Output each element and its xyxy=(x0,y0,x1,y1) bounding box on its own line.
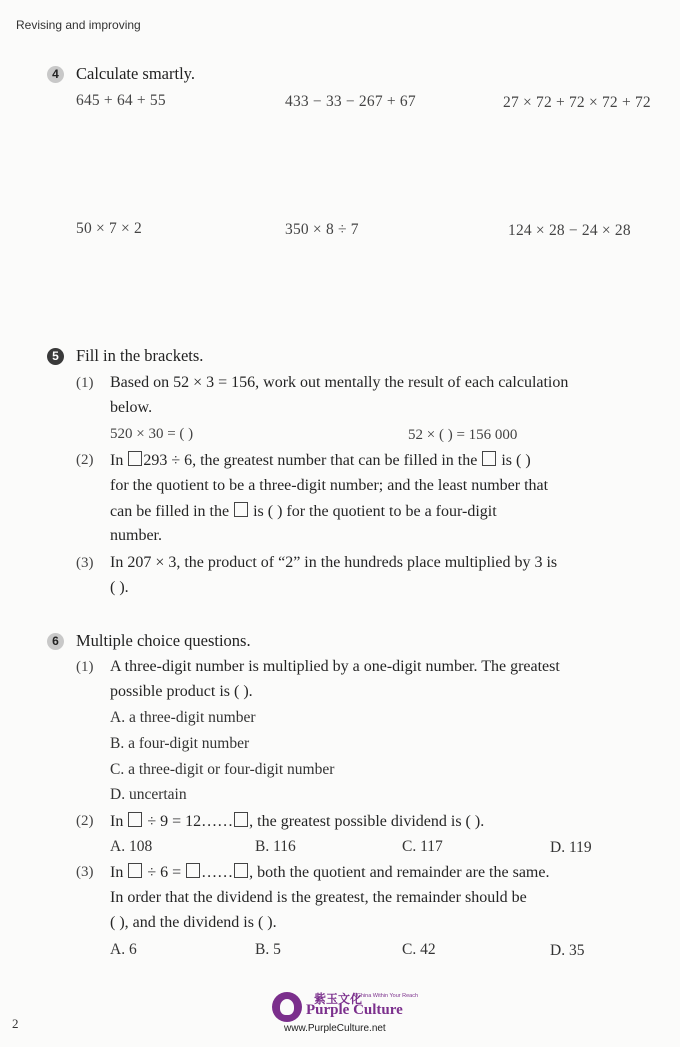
logo-tagline: A China Within Your Reach xyxy=(352,993,419,999)
blank-box xyxy=(128,451,142,466)
q5-part-3-line-1: In 207 × 3, the product of “2” in the hundreds place multiplied by 3 is xyxy=(110,554,558,571)
q6-part-3-option-c: C. 42 xyxy=(402,941,436,958)
q6-part-1-option-c: C. a three-digit or four-digit number xyxy=(110,761,335,778)
q6-part-3-line-1: In ÷ 6 = …… , both the quotient and remainder are the same. xyxy=(110,864,550,881)
q6-part-3-option-a: A. 6 xyxy=(110,941,137,958)
blank-box xyxy=(128,863,142,878)
q5-part-1-calc-a: 520 × 30 = ( ) xyxy=(110,426,194,442)
q5-part-1-line-2: below. xyxy=(110,399,153,416)
question-4-title: Calculate smartly. xyxy=(76,64,195,83)
q6-part-2-option-a: A. 108 xyxy=(110,838,153,855)
logo-mark-icon xyxy=(272,992,302,1022)
q6-part-3-line-2: In order that the dividend is the greatest, the remainder should be xyxy=(110,889,527,906)
logo-name: Purple Culture xyxy=(306,1002,403,1018)
q6-part-2-option-d: D. 119 xyxy=(550,839,592,856)
q6-part-3-line-3: ( ), and the dividend is ( ). xyxy=(110,914,277,931)
blank-box xyxy=(128,812,142,827)
blank-box xyxy=(186,863,200,878)
q4-expr-1: 645 + 64 + 55 xyxy=(76,92,166,109)
q6-part-1-line-1: A three-digit number is multiplied by a one-digit number. The greatest xyxy=(110,658,560,675)
q5-part-2-line-4: number. xyxy=(110,527,162,544)
blank-box xyxy=(234,812,248,827)
question-6-title: Multiple choice questions. xyxy=(76,631,251,650)
question-5-title: Fill in the brackets. xyxy=(76,346,204,365)
q6-part-3-label: (3) xyxy=(76,864,94,880)
question-number-5: 5 xyxy=(47,348,64,365)
q6-part-1-option-a: A. a three-digit number xyxy=(110,709,256,726)
q5-part-3-label: (3) xyxy=(76,555,94,571)
q5-part-3-line-2: ( ). xyxy=(110,579,129,596)
blank-box xyxy=(482,451,496,466)
q4-expr-3: 27 × 72 + 72 × 72 + 72 xyxy=(503,94,651,111)
q6-part-1-line-2: possible product is ( ). xyxy=(110,683,253,700)
logo-url: www.PurpleCulture.net xyxy=(284,1023,386,1034)
question-number-4: 4 xyxy=(47,66,64,83)
q6-part-2-line-1: In ÷ 9 = 12…… , the greatest possible dividend is ( ). xyxy=(110,813,485,830)
q5-part-1-calc-b: 52 × ( ) = 156 000 xyxy=(408,427,518,443)
blank-box xyxy=(234,863,248,878)
q6-part-1-option-d: D. uncertain xyxy=(110,786,187,803)
q6-part-3-option-d: D. 35 xyxy=(550,942,585,959)
logo-chinese-text: 紫玉文化 xyxy=(314,992,363,1006)
q4-expr-5: 350 × 8 ÷ 7 xyxy=(285,221,359,238)
q6-part-1-label: (1) xyxy=(76,659,94,675)
q6-part-2-option-b: B. 116 xyxy=(255,838,296,855)
q6-part-2-option-c: C. 117 xyxy=(402,838,443,855)
q5-part-2-line-2: for the quotient to be a three-digit number; and the least number that xyxy=(110,477,549,494)
q4-expr-2: 433 − 33 − 267 + 67 xyxy=(285,93,416,110)
q5-part-2-line-1: In 293 ÷ 6, the greatest number that can be filled in the is ( ) xyxy=(110,452,531,469)
q5-part-1-label: (1) xyxy=(76,375,94,391)
q5-part-1-line-1: Based on 52 × 3 = 156, work out mentally the result of each calculation xyxy=(110,374,569,391)
page-number: 2 xyxy=(12,1016,19,1031)
q5-part-2-line-3: can be filled in the is ( ) for the quotient to be a four-digit xyxy=(110,503,497,520)
q6-part-3-option-b: B. 5 xyxy=(255,941,281,958)
q6-part-1-option-b: B. a four-digit number xyxy=(110,735,250,752)
q4-expr-4: 50 × 7 × 2 xyxy=(76,220,142,237)
q6-part-2-label: (2) xyxy=(76,813,94,829)
question-number-6: 6 xyxy=(47,633,64,650)
blank-box xyxy=(234,502,248,517)
q4-expr-6: 124 × 28 − 24 × 28 xyxy=(508,222,631,239)
running-header: Revising and improving xyxy=(16,18,141,32)
q5-part-2-label: (2) xyxy=(76,452,94,468)
